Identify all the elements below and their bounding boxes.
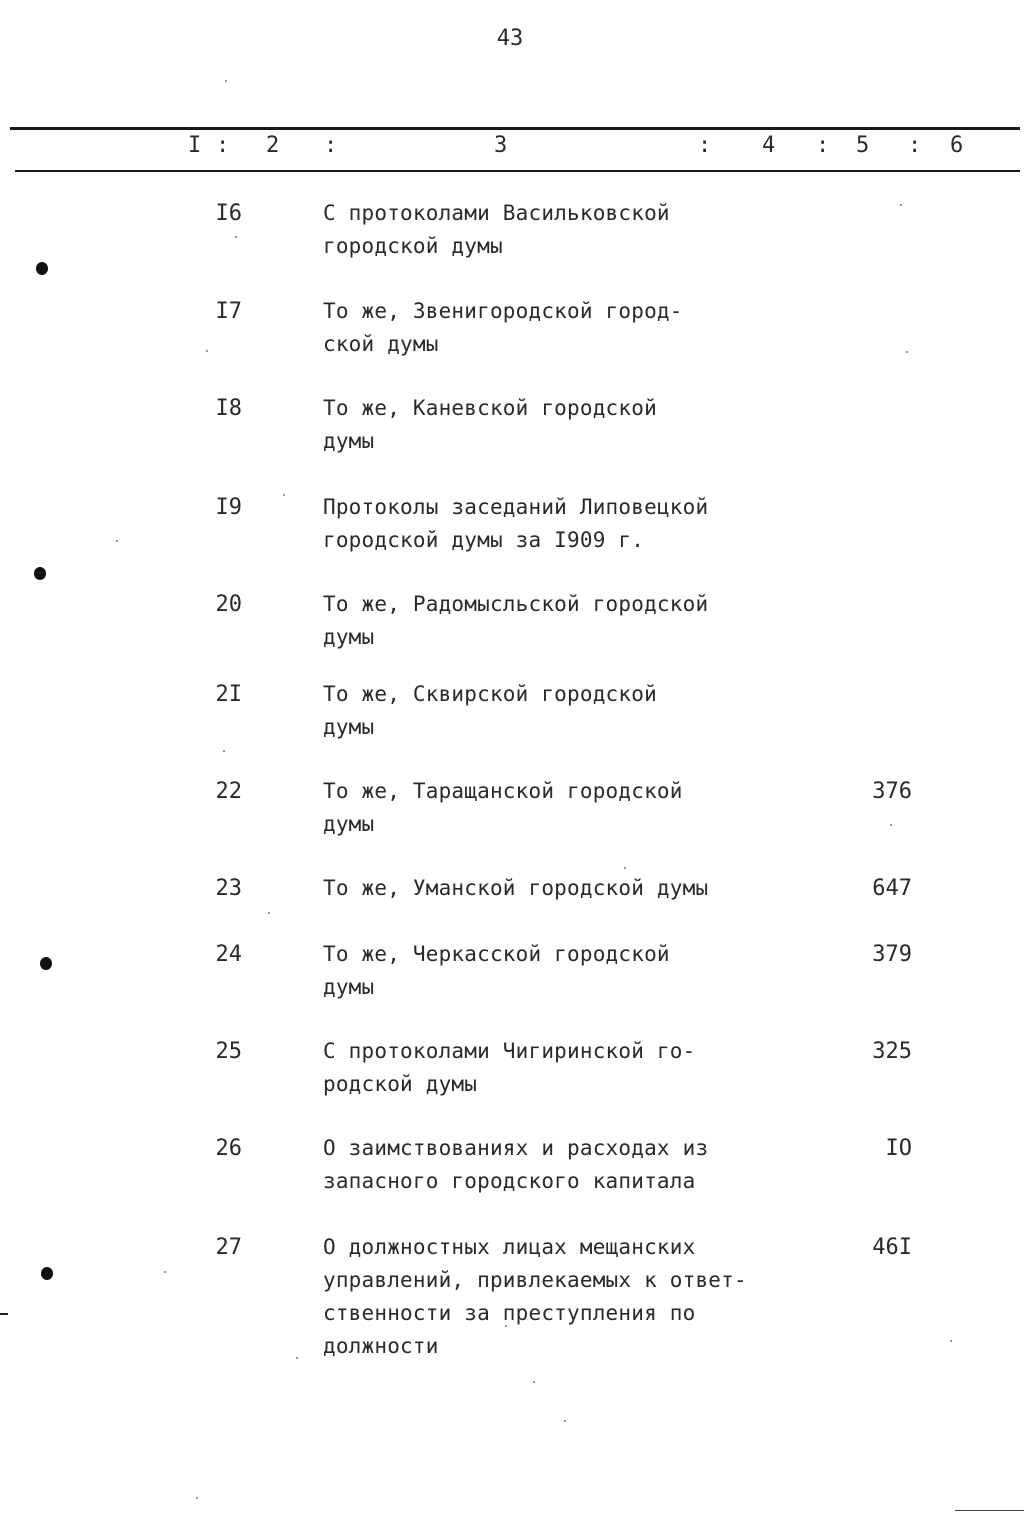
item-sheet-count: 376 [872, 779, 912, 804]
scan-speck [564, 1420, 566, 1422]
scan-speck [296, 1357, 298, 1359]
item-number: 24 [215, 942, 242, 967]
item-title: То же, Каневской городской думы [323, 396, 657, 453]
item-number: 23 [215, 876, 242, 901]
column-header-6: 6 [950, 133, 964, 158]
item-title: Протоколы заседаний Липовецкой городской думы за I909 г. [323, 495, 709, 552]
item-title: То же, Звенигородской город- ской думы [323, 299, 683, 356]
column-separator: : [908, 133, 922, 158]
scan-speck [906, 351, 908, 353]
item-title: С протоколами Чигиринской го- родской думы [323, 1039, 696, 1096]
scan-speck [164, 1271, 166, 1273]
column-header-4: 4 [762, 133, 776, 158]
punch-hole [40, 957, 52, 970]
item-sheet-count: 325 [872, 1039, 912, 1064]
column-header-1: I [188, 133, 202, 158]
scan-speck [505, 1325, 507, 1327]
item-title: О должностных лицах мещанских управлений, привлекаемых к ответ- ственности за преступления по должности [323, 1235, 747, 1358]
punch-hole [41, 1267, 53, 1280]
item-title: С протоколами Васильковской городской думы [323, 201, 670, 258]
scan-speck [900, 204, 902, 206]
scan-speck [223, 750, 225, 752]
item-number: I8 [215, 396, 242, 421]
item-number: 25 [215, 1039, 242, 1064]
punch-hole [36, 262, 48, 275]
item-title: То же, Уманской городской думы [323, 876, 709, 900]
scan-speck [268, 912, 270, 914]
item-number: I7 [215, 299, 242, 324]
item-number: I6 [215, 201, 242, 226]
scan-speck [950, 1340, 952, 1342]
scan-speck [235, 236, 237, 238]
scan-speck [283, 494, 285, 496]
item-sheet-count: 379 [872, 942, 912, 967]
item-title: То же, Радомысльской городской думы [323, 592, 709, 649]
column-header-2: 2 [266, 133, 280, 158]
item-title: То же, Черкасской городской думы [323, 942, 670, 999]
scan-speck [225, 80, 227, 82]
column-separator: : [216, 133, 230, 158]
scan-speck [206, 350, 208, 352]
scan-speck [533, 1381, 535, 1383]
item-number: 27 [215, 1235, 242, 1260]
scan-speck [116, 540, 118, 542]
page-number: 43 [496, 26, 524, 51]
margin-mark [0, 1313, 8, 1315]
item-sheet-count: 647 [872, 876, 912, 901]
scan-speck [196, 1497, 198, 1499]
item-title: То же, Таращанской городской думы [323, 779, 683, 836]
item-title: О заимствованиях и расходах из запасного городского капитала [323, 1136, 709, 1193]
column-header-5: 5 [856, 133, 870, 158]
scan-speck [624, 867, 626, 869]
column-header-3: 3 [494, 133, 508, 158]
scan-speck [890, 824, 892, 826]
header-rule [15, 170, 1020, 172]
footer-rule [955, 1510, 1024, 1511]
column-separator: : [698, 133, 712, 158]
item-number: 2I [215, 682, 242, 707]
item-sheet-count: 46I [872, 1235, 912, 1260]
punch-hole [34, 567, 46, 580]
item-number: I9 [215, 495, 242, 520]
item-number: 26 [215, 1136, 242, 1161]
item-title: То же, Сквирской городской думы [323, 682, 657, 739]
column-separator: : [816, 133, 830, 158]
column-separator: : [324, 133, 338, 158]
item-number: 22 [215, 779, 242, 804]
top-rule [10, 127, 1020, 130]
item-number: 20 [215, 592, 242, 617]
item-sheet-count: IO [885, 1136, 912, 1161]
